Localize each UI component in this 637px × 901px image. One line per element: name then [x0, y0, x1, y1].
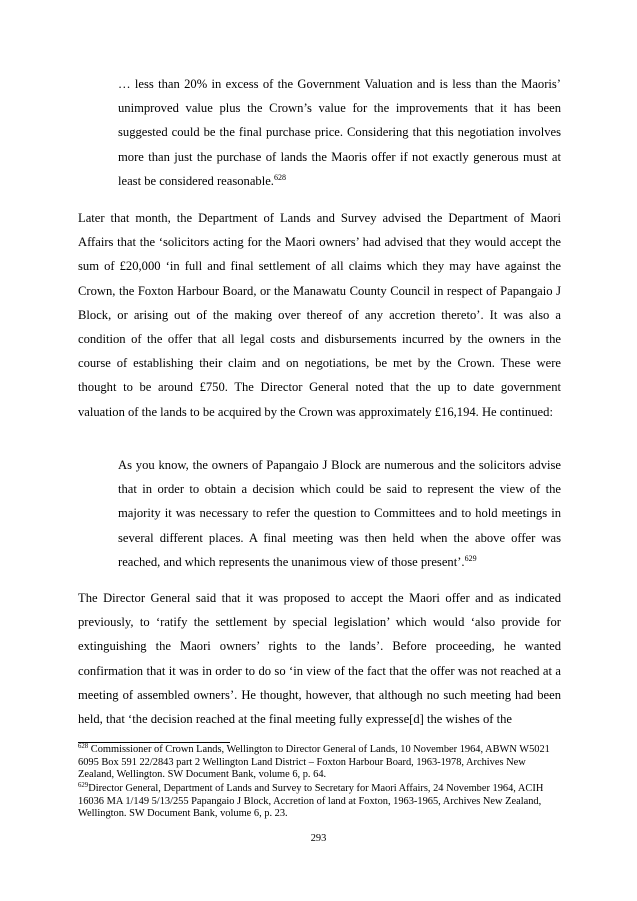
body-paragraph-2 [78, 586, 561, 731]
quote-2-text: As you know, the owners of Papangaio J Block are numerous and the solicitors advise that in order to obtain a decision which could be said to represent the view of the majority it was necessary to refer the question to Committees and to hold meetings in several different places. A final meeting was then held when the above offer was reached, and which represents the unanimous view of those present’. [118, 458, 561, 569]
footnote-629-text: Director General, Department of Lands and Survey to Secretary for Maori Affairs, 24 November 1964, ACIH 16036 MA 1/149 5/13/255 Papangaio J Block, Accretion of land at Foxton, 1963-1965, Archives New Zealand, Wellington. SW Document Bank, volume 6, p. 23. [78, 783, 544, 820]
footnote-ref-628[interactable]: 628 [273, 172, 286, 182]
footnote-628-number: 628 [78, 743, 89, 750]
footnote-629 [78, 783, 561, 821]
body-paragraph-1 [78, 206, 561, 424]
block-quote-2 [118, 453, 561, 574]
footnote-629-number: 629 [78, 782, 89, 789]
footnote-628 [78, 744, 561, 782]
footnote-628-text: Commissioner of Crown Lands, Wellington to Director General of Lands, 10 November 1964, ABWN W5021 6095 Box 591 22/2843 part 2 Wellington Land District – Foxton Harbour Board, 1963-1978, Archives New Zealand, Wellington. SW Document Bank, volume 6, p. 64. [78, 744, 550, 781]
footnote-divider [78, 742, 230, 743]
footnote-ref-629[interactable]: 629 [464, 553, 477, 563]
quote-1-text: … less than 20% in excess of the Government Valuation and is less than the Maoris’ unimproved value plus the Crown’s value for the improvements that it has been suggested could be the final purchase price. Considering that this negotiation involves more than just the purchase of lands the Maoris offer if not exactly generous must at least be considered reasonable. [118, 77, 561, 188]
block-quote-1 [118, 72, 561, 193]
paragraph-1-text: Later that month, the Department of Lands and Survey advised the Department of Maori Affairs that the ‘solicitors acting for the Maori owners’ had advised that they would accept the sum of £20,000 ‘in full and final settlement of all claims which they may have against the Crown, the Foxton Harbour Board, or the Manawatu County Council in respect of Papangaio J Block, or arising out of the making over thereof of any accretion thereto’. It was also a condition of the offer that all legal costs and disbursements incurred by the owners in the course of establishing their claim and on negotiations, be met by the Crown. These were thought to be around £750. The Director General noted that the up to date government valuation of the lands to be acquired by the Crown was approximately £16,194. He continued: [78, 211, 561, 419]
paragraph-2-text: The Director General said that it was proposed to accept the Maori offer and as indicated previously, to ‘ratify the settlement by special legislation’ which would ‘also provide for extinguishing the Maori owners’ rights to the lands’. Before proceeding, he wanted confirmation that it was in order to do so ‘in view of the fact that the offer was not reached at a meeting of assembled owners’. He thought, however, that although no such meeting had been held, that ‘the decision reached at the final meeting fully expresse[d] the wishes of the [78, 591, 561, 727]
page-number: 293 [310, 833, 327, 844]
